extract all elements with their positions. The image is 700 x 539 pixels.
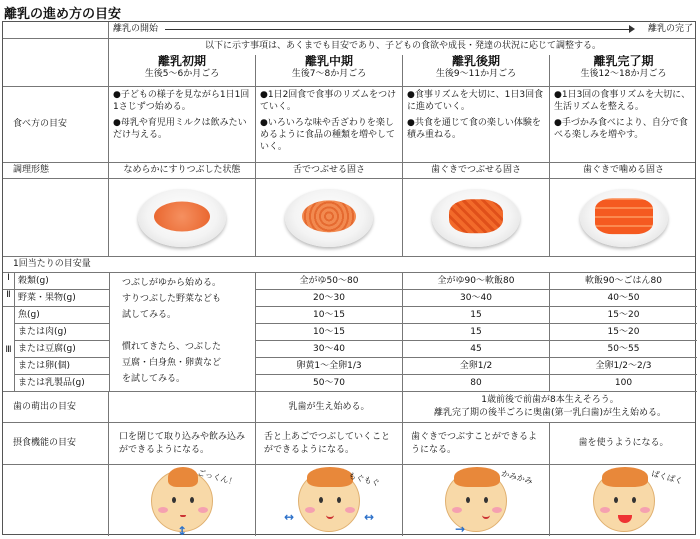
amount-value: 30～40 xyxy=(256,341,403,358)
amount-row-label: 魚(g) xyxy=(15,307,109,324)
amount-block xyxy=(3,273,697,392)
amount-row-label: 穀類(g) xyxy=(15,273,109,290)
sound-gokkun: ごっくん！ xyxy=(196,467,238,488)
timeline-start: 離乳の開始 xyxy=(113,24,159,34)
note: 以下に示す事項は、あくまでも目安であり、子どもの食欲や成長・発達の状況に応じて調整する。 xyxy=(204,41,601,51)
amount-header-row xyxy=(3,257,695,273)
amount-value: 45 xyxy=(403,341,550,358)
middle-food-photo xyxy=(285,189,373,247)
teeth-row xyxy=(3,392,695,423)
amount-value: 10～15 xyxy=(256,307,403,324)
teeth-middle: 乳歯が生え始める。 xyxy=(256,392,403,422)
page-title: 離乳の進め方の目安 xyxy=(4,7,122,22)
late-food-photo xyxy=(432,189,520,247)
amount-value: 全がゆ90～軟飯80 xyxy=(403,273,550,290)
amount-value: 20～30 xyxy=(256,290,403,307)
amount-row-label: または肉(g) xyxy=(15,324,109,341)
chew-arrow-icon: → xyxy=(455,522,466,536)
amount-value: 全がゆ50～80 xyxy=(256,273,403,290)
early-food-photo xyxy=(138,189,226,247)
right-arrow-icon: ↔ xyxy=(363,510,374,524)
face-row xyxy=(3,465,695,536)
eating-guide-row: 食べ方の目安 ●子どもの様子を見ながら1日1回1さじずつ始める。 ●母乳や育児用ミルクは飲みたいだけ与える。 ●1日2回食で食事のリズムをつけていく。 ●いろいろな味や舌ざわりを楽しめるように食品の種類を増やしていく。 ●食事リズムを大切に、1日3回食に進めていく。 ●共食を通じて食の楽しい体験を積み重ねる。 ●1日3回の食事リズムを大切に、生活リズムを整える。 ●手づかみ食べにより、自分で食べる楽しみを増やす。 xyxy=(3,87,695,163)
hair xyxy=(168,467,198,487)
amount-row-label: または豆腐(g) xyxy=(15,341,109,358)
cooking-form-row: 調理形態 なめらかにすりつぶした状態 舌でつぶせる固さ 歯ぐきでつぶせる固さ 歯ぐきで噛める固さ xyxy=(3,163,695,179)
amount-value: 全卵1/2～2/3 xyxy=(550,358,697,375)
group-III: Ⅲ xyxy=(3,307,15,392)
timeline-arrowhead xyxy=(629,25,635,33)
amount-value: 軟飯90～ごはん80 xyxy=(550,273,697,290)
timeline-arrow xyxy=(165,29,633,30)
amount-value: 100 xyxy=(550,375,697,392)
complete-food-photo xyxy=(580,189,668,247)
teeth-label: 歯の萌出の目安 xyxy=(3,392,109,422)
amount-value: 15～20 xyxy=(550,324,697,341)
amount-value: 10～15 xyxy=(256,324,403,341)
amount-value: 80 xyxy=(403,375,550,392)
weaning-table xyxy=(2,21,696,535)
amount-row-label: または乳製品(g) xyxy=(15,375,109,392)
phase-middle: 離乳中期 生後7～8か月ごろ xyxy=(256,55,403,87)
group-I: Ⅰ xyxy=(3,273,15,290)
swallow-arrow-icon: ↕ xyxy=(177,524,188,536)
amount-value: 全卵1/2 xyxy=(403,358,550,375)
early-amount-note: つぶしがゆから始める。 すりつぶした野菜なども 試してみる。 慣れてきたら、つぶした 豆腐・白身魚・卵黄など を試してみる。 xyxy=(109,273,256,391)
amount-value: 30～40 xyxy=(403,290,550,307)
amount-row-label: または卵(個) xyxy=(15,358,109,375)
cooking-form-label: 調理形態 xyxy=(3,163,109,178)
chewing-row: 摂食機能の目安 口を閉じて取り込みや飲み込みができるようになる。 舌と上あごでつぶしていくことができるようになる。 歯ぐきでつぶすことができるようになる。 歯を使うようになる。 xyxy=(3,423,695,465)
open-mouth xyxy=(618,515,632,523)
timeline-row xyxy=(3,22,695,39)
phase-complete: 離乳完了期 生後12～18か月ごろ xyxy=(580,55,667,79)
amount-value: 15 xyxy=(403,307,550,324)
phase-late: 離乳後期 生後9～11か月ごろ xyxy=(403,55,550,87)
amount-value: 40～50 xyxy=(550,290,697,307)
amount-value: 50～70 xyxy=(256,375,403,392)
amount-value: 50～55 xyxy=(550,341,697,358)
amount-value: 卵黄1～全卵1/3 xyxy=(256,358,403,375)
amount-value: 15～20 xyxy=(550,307,697,324)
group-II: Ⅱ xyxy=(3,290,15,307)
baby-face-complete xyxy=(593,470,655,532)
phase-header-row xyxy=(3,39,695,87)
teeth-late: 1歳前後で前歯が8本生えそろう。 離乳完了期の後半ごろに奥歯(第一乳臼歯)が生え始める。 xyxy=(433,395,667,418)
chewing-label: 摂食機能の目安 xyxy=(3,423,109,464)
phase-early: 離乳初期 生後5～6か月ごろ xyxy=(109,55,256,87)
amount-value: 15 xyxy=(403,324,550,341)
left-arrow-icon: ↔ xyxy=(284,510,295,524)
food-photo-row xyxy=(3,179,695,257)
sound-kamikami: かみかみ xyxy=(500,469,534,486)
amount-header: 1回当たりの目安量 xyxy=(13,259,91,269)
sound-mogumogu: もぐもぐ xyxy=(347,471,381,488)
eating-guide-label: 食べ方の目安 xyxy=(3,87,109,162)
timeline-end: 離乳の完了 xyxy=(647,24,693,34)
amount-row-label: 野菜・果物(g) xyxy=(15,290,109,307)
sound-pakupaku: ぱくぱく xyxy=(650,469,684,486)
